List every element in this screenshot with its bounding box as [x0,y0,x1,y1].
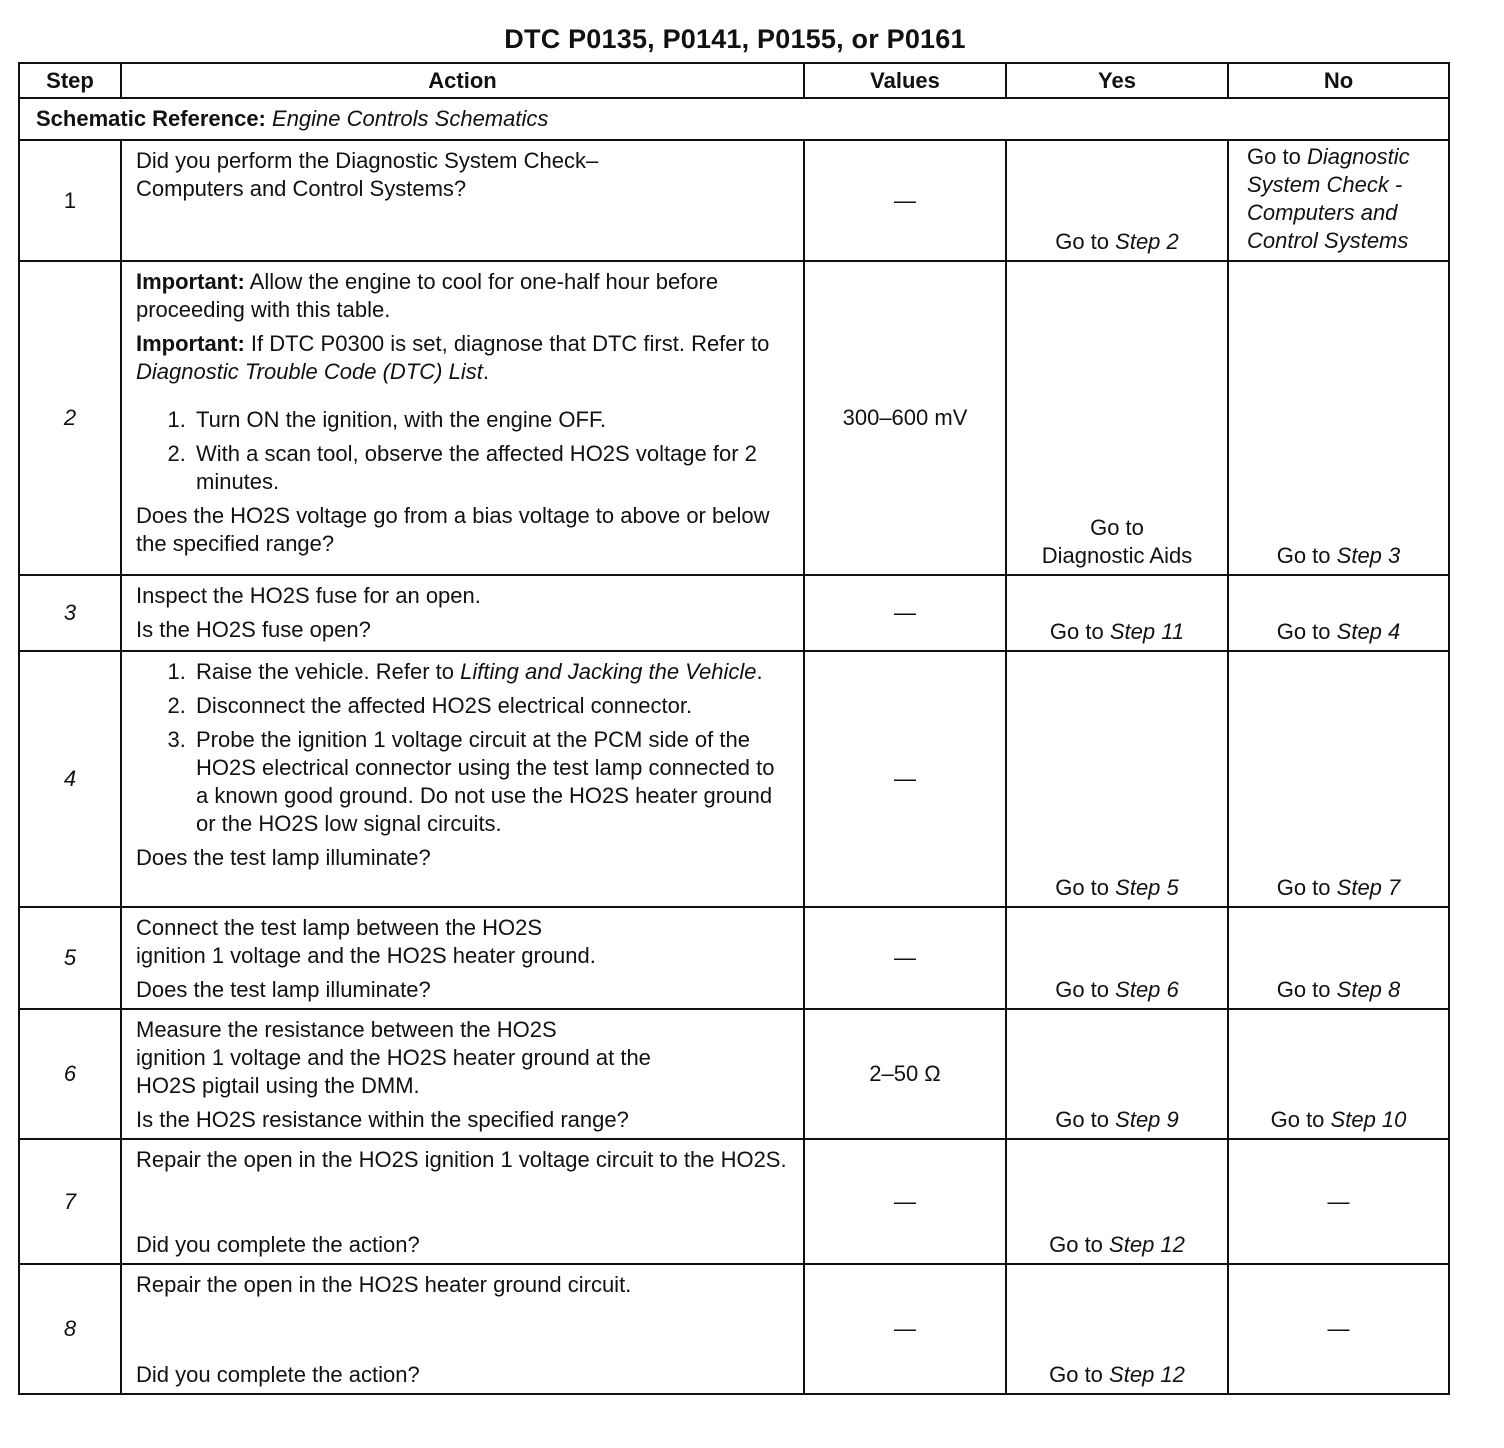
important-text: Allow the engine to cool for one-half hour before proceeding with this table. [136,269,719,322]
table-row [19,1009,1449,1139]
action-cell [121,651,804,907]
value-cell: 2–50 Ω [804,1009,1006,1139]
list-item: 3. Probe the ignition 1 voltage circuit at the PCM side of the HO2S electrical connector using the test lamp connected to a known good ground. Do not use the HO2S heater ground or the HO2S low signal circuits. [192,726,791,838]
important-note [136,268,791,324]
action-cell [121,140,804,261]
header-values: Values [804,63,1006,98]
value-cell: — [804,1139,1006,1264]
no-cell[interactable] [1228,1009,1449,1139]
yes-cell[interactable] [1006,651,1228,907]
yes-cell[interactable] [1006,575,1228,651]
yes-cell[interactable] [1006,140,1228,261]
goto-text: Go to [1055,875,1110,900]
goto-text: Go to [1276,977,1331,1002]
table-row [19,1139,1449,1264]
goto-text: Go to [1247,144,1301,169]
yes-cell[interactable]: Go to Diagnostic Aids [1006,261,1228,575]
table-row [19,651,1449,907]
step-link[interactable]: Step 12 [1109,1362,1185,1387]
step-number: 4 [19,651,121,907]
action-text: Repair the open in the HO2S ignition 1 voltage circuit to the HO2S. [136,1147,787,1172]
value-cell: 300–600 mV [804,261,1006,575]
no-cell[interactable] [1228,261,1449,575]
step-link[interactable]: Step 7 [1336,875,1401,900]
important-label: Important: [136,269,245,294]
step-number: 6 [19,1009,121,1139]
action-stack [136,1146,791,1259]
schematic-reference [19,98,1449,140]
reference-link[interactable]: Diagnostic Trouble Code (DTC) List [136,359,483,384]
table-row [19,907,1449,1009]
list-item [192,658,791,686]
step-link[interactable]: Step 5 [1115,875,1179,900]
goto-text: Go to [1276,543,1331,568]
goto-text: Go to [1055,229,1110,254]
goto-text: Go to [1049,1232,1103,1257]
no-cell[interactable] [1228,140,1449,261]
action-cell [121,1264,804,1394]
header-no: No [1228,63,1449,98]
goto-text: Go to [1055,977,1110,1002]
no-cell: — [1228,1139,1449,1264]
procedure-list [136,658,791,838]
no-cell[interactable] [1228,651,1449,907]
action-question: Did you perform the Diagnostic System Check– Computers and Control Systems? [136,148,599,201]
step-number: 5 [19,907,121,1009]
punctuation: . [756,659,763,684]
goto-text: Go to [1276,619,1331,644]
step-link[interactable]: Step 8 [1336,977,1401,1002]
action-cell [121,1009,804,1139]
value-cell: — [804,575,1006,651]
header-step: Step [19,63,121,98]
goto-text: Go to [1270,1107,1325,1132]
value-cell: — [804,140,1006,261]
schematic-reference-row [19,98,1449,140]
value-cell: — [804,907,1006,1009]
important-text: If DTC P0300 is set, diagnose that DTC first. Refer to [250,331,770,356]
step-number: 1 [19,140,121,261]
list-item: 2. Disconnect the affected HO2S electrical connector. [192,692,791,720]
step-number: 3 [19,575,121,651]
page-title: DTC P0135, P0141, P0155, or P0161 [504,24,966,54]
action-cell [121,907,804,1009]
value-cell: — [804,1264,1006,1394]
action-cell [121,1139,804,1264]
action-question: Is the HO2S resistance within the specified range? [136,1107,629,1132]
yes-cell[interactable] [1006,1264,1228,1394]
procedure-list [136,406,791,496]
list-item: 1. Turn ON the ignition, with the engine OFF. [192,406,791,434]
reference-link[interactable]: Lifting and Jacking the Vehicle [460,659,757,684]
header-yes: Yes [1006,63,1228,98]
yes-cell[interactable] [1006,1009,1228,1139]
no-cell[interactable] [1228,575,1449,651]
step-number: 2 [19,261,121,575]
table-row [19,575,1449,651]
value-cell: — [804,651,1006,907]
step-number: 7 [19,1139,121,1264]
goto-text: Go to [1055,1107,1110,1132]
step-number: 8 [19,1264,121,1394]
table-row [19,1264,1449,1394]
action-question: Did you complete the action? [136,1362,420,1387]
header-action: Action [121,63,804,98]
schematic-label: Schematic Reference: [36,106,266,131]
step-link[interactable]: Step 10 [1330,1107,1407,1132]
punctuation: . [482,359,489,384]
goto-text: Go to [1049,619,1104,644]
header-row [19,63,1449,98]
table-row [19,140,1449,261]
action-question: Does the HO2S voltage go from a bias voltage to above or below the specified range? [136,503,770,556]
action-question: Is the HO2S fuse open? [136,617,371,642]
action-cell [121,575,804,651]
action-text: Inspect the HO2S fuse for an open. [136,583,481,608]
goto-text: Go to [1276,875,1331,900]
action-text: Connect the test lamp between the HO2S ignition 1 voltage and the HO2S heater ground. [136,915,596,968]
step-link[interactable]: Step 4 [1336,619,1401,644]
step-link[interactable]: Step 9 [1115,1107,1179,1132]
table-row [19,261,1449,575]
action-question: Does the test lamp illuminate? [136,977,431,1002]
step-link[interactable]: Step 11 [1109,619,1185,644]
action-question: Does the test lamp illuminate? [136,845,431,870]
action-text: Measure the resistance between the HO2S ignition 1 voltage and the HO2S heater ground at the HO2S pigtail using the DMM. [136,1017,651,1098]
step-link[interactable]: Step 3 [1336,543,1401,568]
list-text: Raise the vehicle. Refer to [196,659,461,684]
action-text: Repair the open in the HO2S heater ground circuit. [136,1272,632,1297]
step-link[interactable]: Step 12 [1109,1232,1185,1257]
no-cell: — [1228,1264,1449,1394]
goto-text: Go to [1049,1362,1103,1387]
list-item: 2. With a scan tool, observe the affected HO2S voltage for 2 minutes. [192,440,791,496]
action-cell [121,261,804,575]
action-question: Did you complete the action? [136,1232,420,1257]
step-link[interactable]: Step 2 [1115,229,1179,254]
schematic-link[interactable]: Engine Controls Schematics [272,106,549,131]
step-link[interactable]: Step 6 [1115,977,1179,1002]
no-cell[interactable] [1228,907,1449,1009]
procedure-link[interactable]: Diagnostic System Check - Computers and Control Systems [1247,144,1410,253]
important-label: Important: [136,331,245,356]
yes-cell[interactable] [1006,1139,1228,1264]
important-note [136,330,791,386]
action-stack [136,1271,791,1389]
yes-cell[interactable] [1006,907,1228,1009]
diagnostic-table [18,62,1450,1395]
